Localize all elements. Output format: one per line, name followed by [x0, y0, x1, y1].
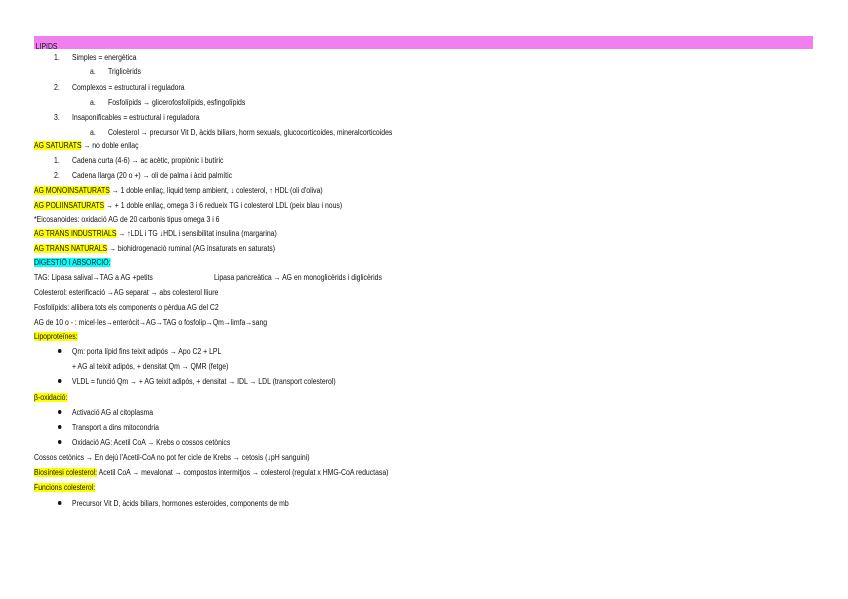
highlight-label: Biosíntesi colesterol:	[34, 468, 98, 477]
eicosanoides-line: *Eicosanoides: oxidació AG de 20 carbonis tipus omega 3 i 6	[34, 215, 220, 224]
ag-saturats-line	[34, 140, 139, 152]
line-text: Acetil CoA → mevalonat → compostos intermitjos → colesterol (regulat x HMG-CoA reductasa)	[97, 468, 389, 477]
list-item: Transport a dins mitocondria	[72, 423, 159, 432]
biosintesi-line	[34, 467, 388, 479]
fosfolipids-line: Fosfolípids: allibera tots els components o pèrdua AG del C2	[34, 303, 219, 312]
list-item: Oxidació AG: Acetil CoA → Krebs o cossos cetònics	[72, 438, 231, 447]
bullet-icon	[58, 376, 61, 388]
beta-ox-heading	[34, 392, 67, 404]
highlight-label: DIGESTIÓ I ABSORCIÓ:	[34, 258, 111, 267]
tag-line-2: Lipasa pancreàtica → AG en monoglicèrids i diglicèrids	[214, 273, 382, 282]
funcions-heading	[34, 482, 95, 494]
lipoproteines-heading	[34, 331, 78, 343]
highlight-label: β-oxidació:	[34, 393, 68, 402]
bullet-icon	[58, 422, 61, 434]
highlight-label: AG SATURATS	[34, 141, 82, 150]
list-item-text: Simples = energètica	[72, 53, 137, 62]
line-text: → ↑LDL i TG ↓HDL i sensibilitat insulina (margarina)	[116, 229, 277, 238]
bullet-icon	[58, 437, 61, 449]
qm-line-2: + AG al teixit adipós, + densitat Qm → QMR (fetge)	[72, 362, 229, 371]
list-item: Precursor Vit D, àcids biliars, hormones esteroides, components de mb	[72, 499, 289, 508]
list-item-text: Cadena curta (4-6) → ac acètic, propiònic i butíric	[72, 156, 224, 165]
highlight-label: Funcions colesterol:	[34, 483, 96, 492]
digestio-heading	[34, 257, 110, 269]
bullet-icon	[58, 346, 61, 358]
ag10-line: AG de 10 o - : micel·les→enteròcit→AG→TAG o fosfolip→Qm→limfa→sang	[34, 318, 268, 327]
line-text: → biohidrogenació ruminal (AG insaturats en saturats)	[107, 244, 276, 253]
tag-line: TAG: Lipasa salival→TAG a AG +petits	[34, 273, 153, 282]
cossos-line: Cossos cetònics → En dejú l'Acetil-CoA no pot fer cicle de Krebs → cetosis (↓pH sanguini)	[34, 453, 310, 462]
highlight-label: AG TRANS INDUSTRIALS	[34, 229, 117, 238]
list-item-text: Cadena llarga (20 o +) → oli de palma i àcid palmític	[72, 171, 233, 180]
colesterol-line: Colesterol: esterificació →AG separat → abs colesterol lliure	[34, 288, 219, 297]
ag-trans-ind-line	[34, 228, 277, 240]
list-number: 2.	[54, 83, 60, 92]
list-number: 1.	[54, 156, 60, 165]
list-number: 2.	[54, 171, 60, 180]
qm-line-1: Qm: porta lípid fins teixit adipós → Apo C2 + LPL	[72, 347, 222, 356]
line-text: → no doble enllaç	[81, 141, 139, 150]
bullet-icon	[58, 498, 61, 510]
ag-trans-nat-line	[34, 243, 275, 255]
vldl-line: VLDL = funció Qm → + AG teixit adipós, + densitat → IDL → LDL (transport colesterol)	[72, 377, 336, 386]
line-text: → + 1 doble enllaç, omega 3 i 6 redueix TG i colesterol LDL (peix blau i nous)	[104, 201, 343, 210]
sub-list-item: Colesterol → precursor Vit D, àcids biliars, horm sexuals, glucocorticoides, mineralcorticoides	[108, 128, 393, 137]
ag-mono-line	[34, 185, 323, 197]
list-number: 3.	[54, 113, 60, 122]
highlight-label: AG TRANS NATURALS	[34, 244, 108, 253]
line-text: → 1 doble enllaç, líquid temp ambient, ↓ colesterol, ↑ HDL (oli d'oliva)	[109, 186, 323, 195]
list-item-text: Complexos = estructural i reguladora	[72, 83, 185, 92]
highlight-label: AG POLIINSATURATS	[34, 201, 105, 210]
highlight-label: Lipoproteïnes:	[34, 332, 78, 341]
sub-list-item: Triglicèrids	[108, 67, 142, 76]
sub-list-item: Fosfolípids → glicerofosfolípids, esfingolípids	[108, 98, 246, 107]
list-item	[54, 52, 60, 64]
ag-poli-line	[34, 200, 342, 212]
sub-list-letter: a.	[90, 128, 96, 137]
highlight-label: AG MONOINSATURATS	[34, 186, 110, 195]
bullet-icon	[58, 407, 61, 419]
title-bar	[34, 36, 813, 49]
sub-list-letter: a.	[90, 67, 96, 76]
list-item: Activació AG al citoplasma	[72, 408, 154, 417]
list-item-text: Insaponificables = estructural i reguladora	[72, 113, 200, 122]
list-number: 1.	[54, 53, 60, 62]
sub-list-letter: a.	[90, 98, 96, 107]
page-title: LIPIDS	[35, 42, 58, 51]
